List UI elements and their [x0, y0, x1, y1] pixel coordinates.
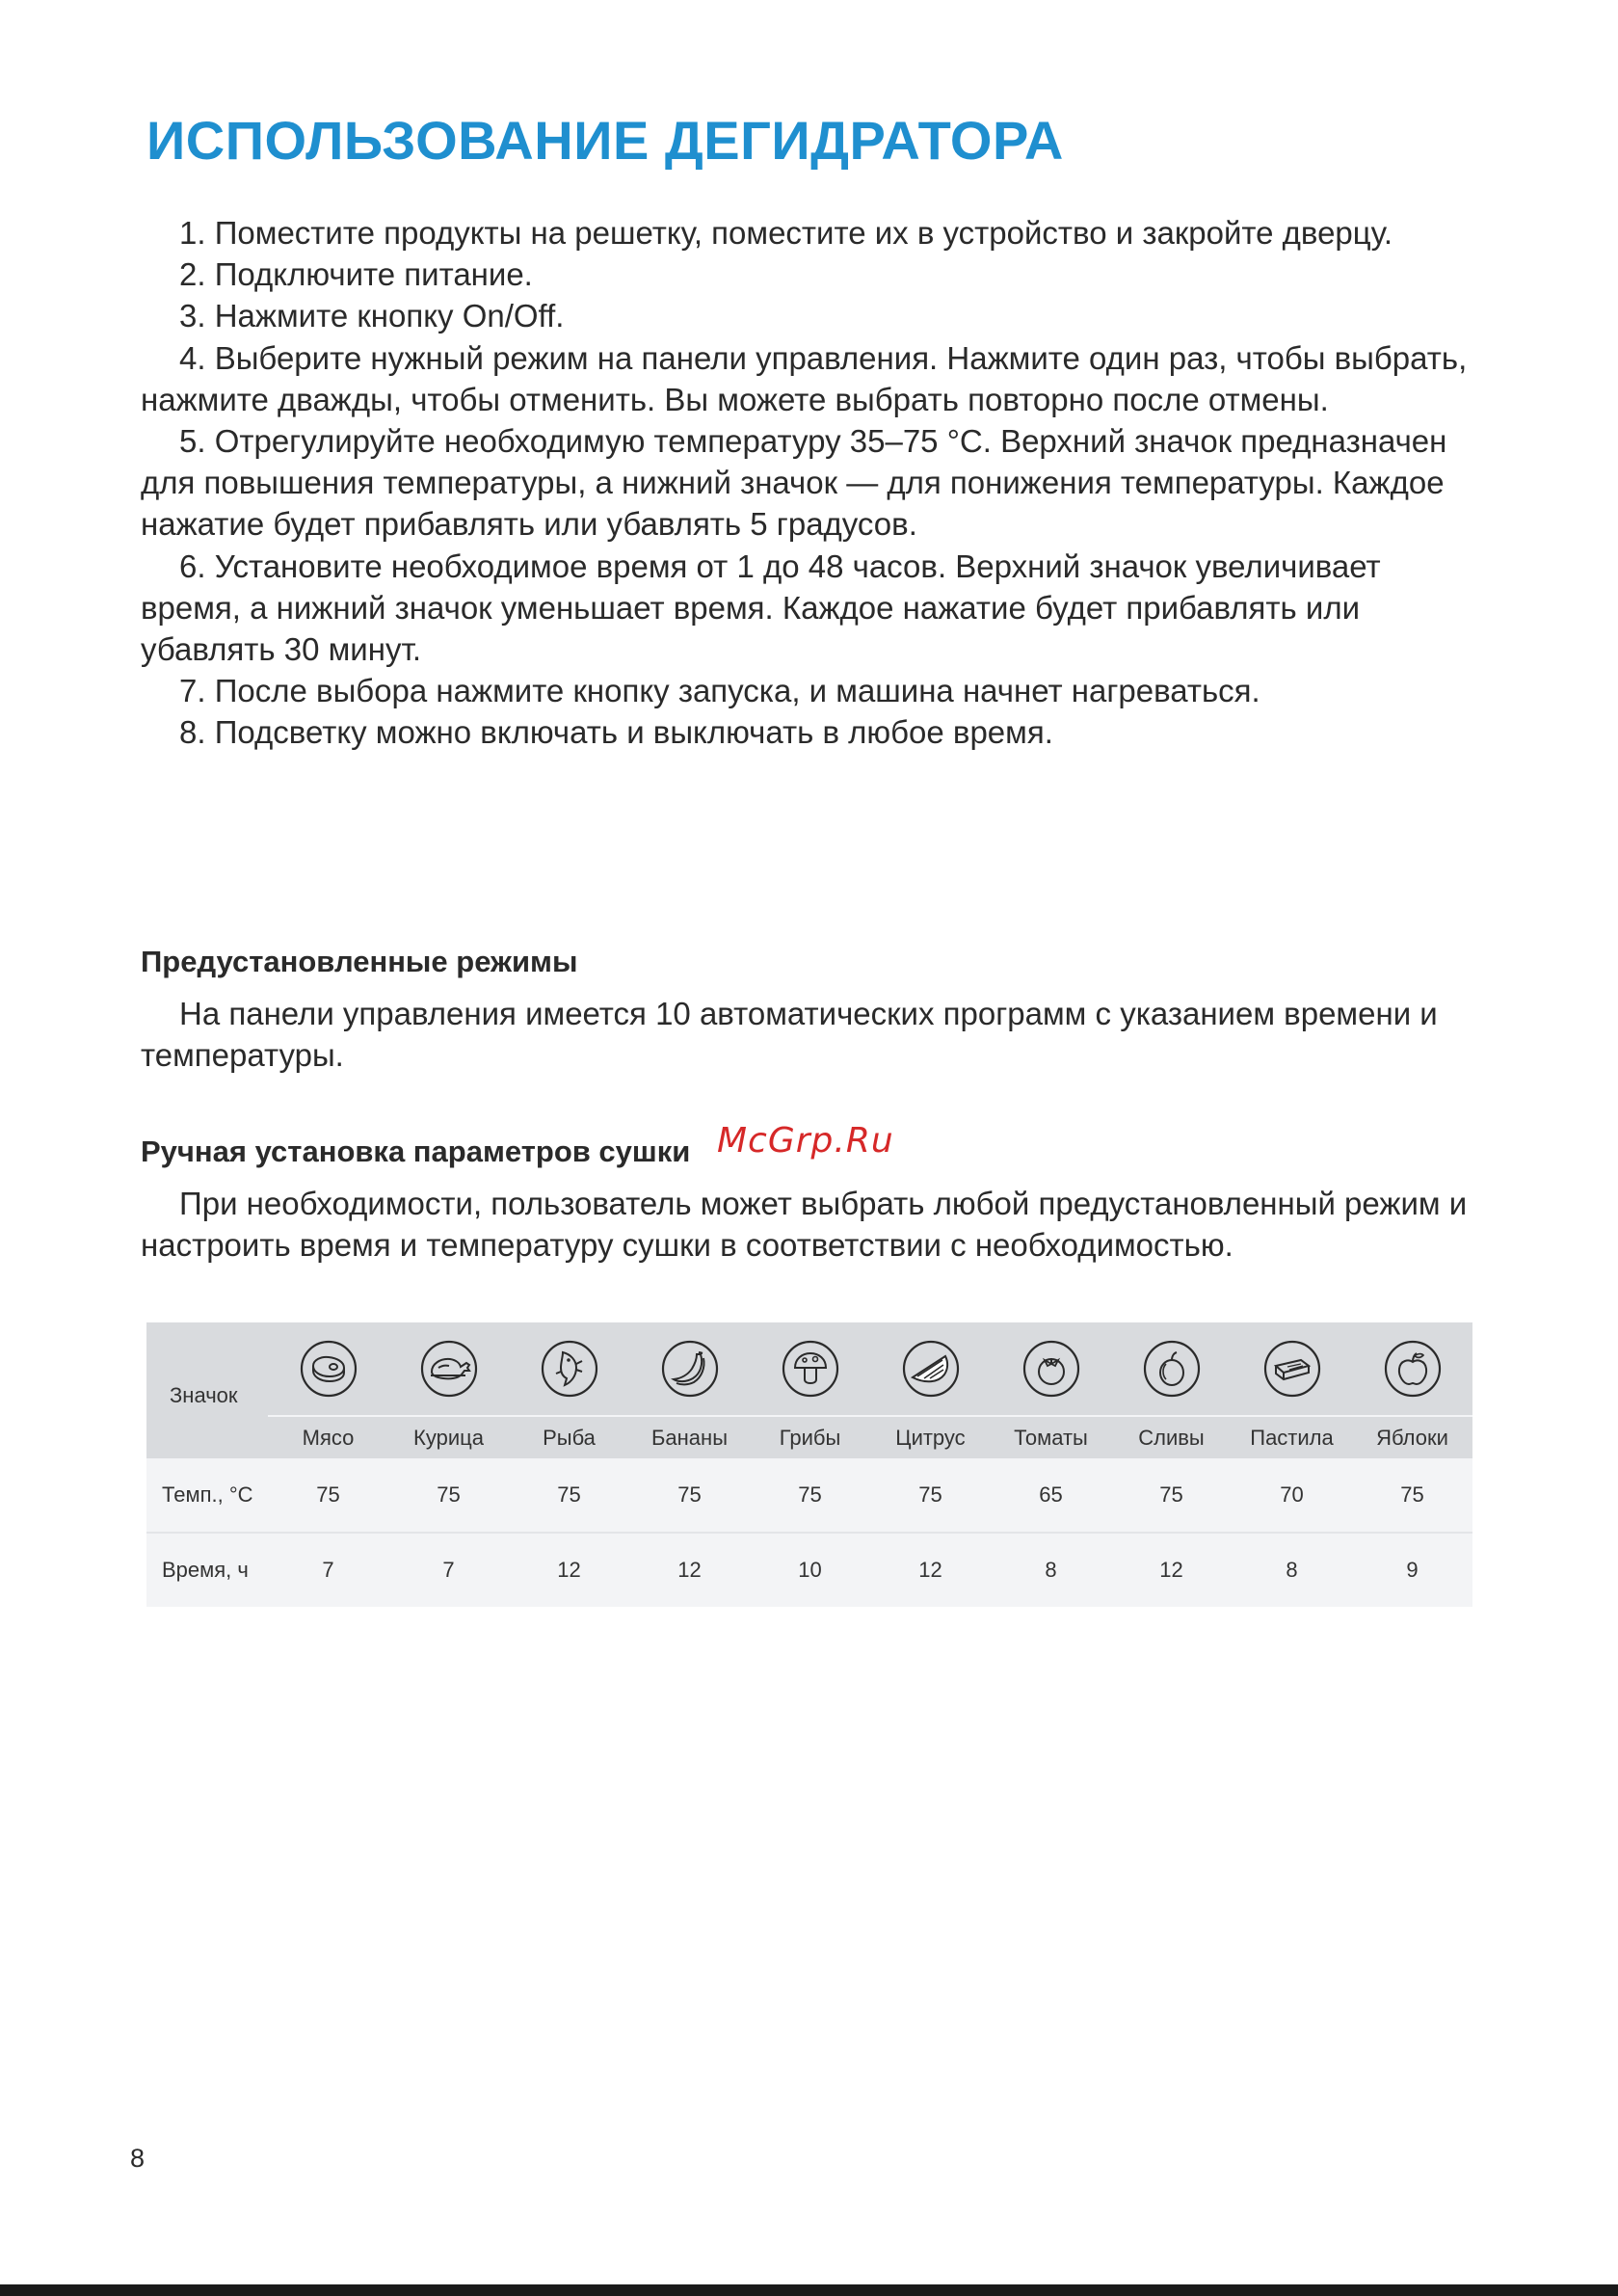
mode-icon-cell — [991, 1322, 1111, 1416]
mode-name: Рыба — [509, 1416, 629, 1458]
instruction-steps — [141, 212, 1471, 754]
temp-row-label: Темп., °C — [146, 1458, 268, 1533]
mode-name: Яблоки — [1352, 1416, 1472, 1458]
temp-value: 75 — [509, 1458, 629, 1533]
preset-modes-heading: Предустановленные режимы — [141, 945, 578, 978]
time-value: 9 — [1352, 1533, 1472, 1607]
modes-table — [146, 1322, 1472, 1606]
temp-value: 75 — [750, 1458, 870, 1533]
watermark: McGrp.Ru — [717, 1121, 894, 1161]
time-value: 7 — [388, 1533, 509, 1607]
banana-icon — [660, 1339, 720, 1399]
mushroom-icon — [781, 1339, 840, 1399]
mode-icon-cell — [268, 1322, 388, 1416]
temp-value: 70 — [1232, 1458, 1352, 1533]
step-7: 7. После выбора нажмите кнопку запуска, и машина начнет нагреваться. — [179, 673, 1260, 709]
mode-icon-cell — [870, 1322, 991, 1416]
step-3: 3. Нажмите кнопку On/Off. — [179, 298, 565, 334]
mode-icon-cell — [1111, 1322, 1232, 1416]
fish-icon — [540, 1339, 599, 1399]
pastila-icon — [1262, 1339, 1322, 1399]
mode-name: Мясо — [268, 1416, 388, 1458]
mode-icon-cell — [750, 1322, 870, 1416]
mode-icon-cell — [1232, 1322, 1352, 1416]
temp-value: 75 — [388, 1458, 509, 1533]
page-number: 8 — [130, 2144, 146, 2173]
time-value: 12 — [629, 1533, 750, 1607]
mode-name: Грибы — [750, 1416, 870, 1458]
temp-value: 75 — [1352, 1458, 1472, 1533]
apple-icon — [1383, 1339, 1443, 1399]
chicken-icon — [419, 1339, 479, 1399]
temp-value: 75 — [268, 1458, 388, 1533]
time-value: 8 — [991, 1533, 1111, 1607]
mode-icon-cell — [1352, 1322, 1472, 1416]
step-2: 2. Подключите питание. — [179, 256, 533, 293]
temp-value: 65 — [991, 1458, 1111, 1533]
step-6: 6. Установите необходимое время от 1 до 48 часов. Верхний значок увеличивает время, а нижний значок уменьшает время. Каждое нажатие будет прибавлять или убавлять 30 минут. — [141, 547, 1381, 668]
time-value: 8 — [1232, 1533, 1352, 1607]
table-row — [146, 1533, 1472, 1607]
mode-icon-cell — [629, 1322, 750, 1416]
name-row — [146, 1416, 1472, 1458]
time-row-label: Время, ч — [146, 1533, 268, 1607]
step-1: 1. Поместите продукты на решетку, поместите их в устройство и закройте дверцу. — [179, 215, 1393, 251]
step-4: 4. Выберите нужный режим на панели управления. Нажмите один раз, чтобы выбрать, нажмите дважды, чтобы отменить. Вы можете выбрать повторно после отмены. — [141, 339, 1468, 417]
mode-name: Сливы — [1111, 1416, 1232, 1458]
mode-name: Пастила — [1232, 1416, 1352, 1458]
mode-icon-cell — [509, 1322, 629, 1416]
table-row — [146, 1458, 1472, 1533]
time-value: 12 — [509, 1533, 629, 1607]
icon-row — [146, 1322, 1472, 1416]
mode-name: Томаты — [991, 1416, 1111, 1458]
time-value: 12 — [1111, 1533, 1232, 1607]
manual-settings-heading: Ручная установка параметров сушки — [141, 1135, 691, 1168]
plum-icon — [1142, 1339, 1202, 1399]
temp-value: 75 — [1111, 1458, 1232, 1533]
preset-modes-text: На панели управления имеется 10 автоматических программ с указанием времени и температуры. — [141, 996, 1438, 1074]
icon-row-label: Значок — [146, 1322, 268, 1458]
tomato-icon — [1021, 1339, 1081, 1399]
step-5: 5. Отрегулируйте необходимую температуру 35–75 °C. Верхний значок предназначен для повышения температуры, а нижний значок — для понижения температуры. Каждое нажатие будет прибавлять или убавлять 5 градусов. — [141, 423, 1447, 543]
time-value: 10 — [750, 1533, 870, 1607]
mode-icon-cell — [388, 1322, 509, 1416]
bottom-divider — [0, 2284, 1618, 2296]
mode-name: Бананы — [629, 1416, 750, 1458]
temp-value: 75 — [629, 1458, 750, 1533]
citrus-icon — [901, 1339, 961, 1399]
mode-name: Цитрус — [870, 1416, 991, 1458]
mode-name: Курица — [388, 1416, 509, 1458]
step-8: 8. Подсветку можно включать и выключать в любое время. — [179, 714, 1053, 751]
manual-settings-text: При необходимости, пользователь может выбрать любой предустановленный режим и настроить время и температуру сушки в соответствии с необходимостью. — [141, 1186, 1468, 1264]
time-value: 7 — [268, 1533, 388, 1607]
meat-icon — [299, 1339, 358, 1399]
page-title: ИСПОЛЬЗОВАНИЕ ДЕГИДРАТОРА — [146, 110, 1064, 171]
temp-value: 75 — [870, 1458, 991, 1533]
time-value: 12 — [870, 1533, 991, 1607]
